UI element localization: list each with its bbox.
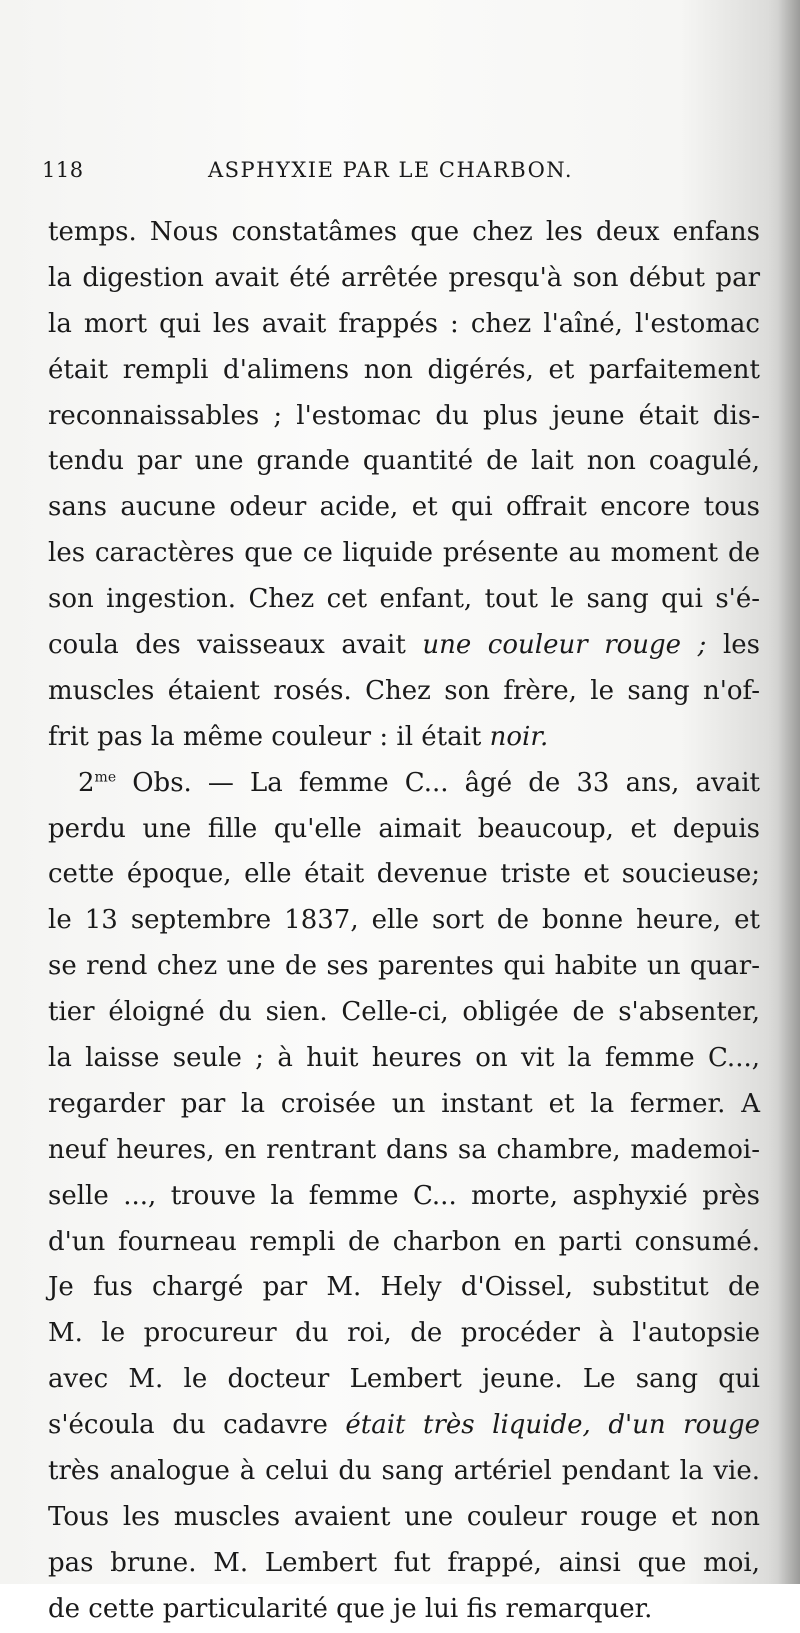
text-line-13-body: Obs. — La femme C... âgé de 33 ans, avait xyxy=(132,767,761,798)
text-line-12 xyxy=(48,715,760,761)
text-line-18: tier éloigné du sien. Celle-ci, obligée de s'absenter, xyxy=(48,997,760,1028)
text-line-24: Je fus chargé par M. Hely d'Oissel, substitut de xyxy=(48,1272,760,1303)
italic-une-couleur-rouge: une couleur rouge ; xyxy=(422,630,707,661)
text-line-15: cette époque, elle était devenue triste et soucieuse; xyxy=(48,859,760,890)
running-title: ASPHYXIE PAR LE CHARBON. xyxy=(208,158,574,182)
text-line-10-roman: coula des vaisseaux avait xyxy=(48,630,423,661)
text-line-30: pas brune. M. Lembert fut frappé, ainsi que moi, xyxy=(48,1547,760,1578)
text-line-12-roman: frit pas la même couleur : il était xyxy=(48,721,490,752)
text-line-4: était rempli d'alimens non digérés, et parfaitement xyxy=(48,354,760,385)
text-line-22: selle ..., trouve la femme C... morte, asphyxié près xyxy=(48,1180,760,1211)
text-line-23: d'un fourneau rempli de charbon en parti consumé. xyxy=(48,1226,760,1257)
text-line-3: la mort qui les avait frappés : chez l'aîné, l'estomac xyxy=(48,308,760,339)
text-line-2: la digestion avait été arrêtée presqu'à son début par xyxy=(48,262,760,293)
text-line-27-roman: s'écoula du cadavre xyxy=(48,1410,346,1441)
text-line-28: très analogue à celui du sang artériel pendant la vie. xyxy=(48,1456,760,1487)
text-line-5: reconnaissables ; l'estomac du plus jeune était dis- xyxy=(48,400,760,431)
text-line-7: sans aucune odeur acide, et qui offrait encore tous xyxy=(48,492,760,523)
text-line-26: avec M. le docteur Lembert jeune. Le sang qui xyxy=(48,1364,760,1395)
text-line-8: les caractères que ce liquide présente au moment de xyxy=(48,538,760,569)
text-line-19: la laisse seule ; à huit heures on vit la femme C..., xyxy=(48,1043,760,1074)
text-line-29: Tous les muscles avaient une couleur rouge et non xyxy=(48,1501,760,1532)
text-line-6: tendu par une grande quantité de lait non coagulé, xyxy=(48,446,760,477)
italic-etait-tres-liquide: était très liquide, d'un rouge xyxy=(345,1410,760,1441)
text-line-20: regarder par la croisée un instant et la fermer. A xyxy=(48,1088,760,1119)
text-line-21: neuf heures, en rentrant dans sa chambre, mademoi- xyxy=(48,1134,760,1165)
text-line-16: le 13 septembre 1837, elle sort de bonne heure, et xyxy=(48,905,760,936)
text-line-11: muscles étaient rosés. Chez son frère, le sang n'of- xyxy=(48,675,760,706)
text-line-14: perdu une fille qu'elle aimait beaucoup, et depuis xyxy=(48,813,760,844)
text-line-10 xyxy=(48,623,760,669)
body-text xyxy=(48,210,760,1633)
observation-number: 2 xyxy=(78,767,95,798)
page-edge-shadow xyxy=(778,0,800,1584)
text-line-10-end: les xyxy=(706,630,761,661)
text-line-27 xyxy=(48,1403,760,1449)
page-number: 118 xyxy=(42,158,84,182)
text-line-9: son ingestion. Chez cet enfant, tout le sang qui s'é- xyxy=(48,584,760,615)
text-line-31: de cette particularité que je lui fis remarquer. xyxy=(48,1593,653,1624)
running-header xyxy=(42,158,758,192)
text-line-1: temps. Nous constatâmes que chez les deux enfans xyxy=(48,217,760,247)
text-line-17: se rend chez une de ses parentes qui habite un quar- xyxy=(48,951,760,982)
text-line-25: M. le procureur du roi, de procéder à l'autopsie xyxy=(48,1318,760,1349)
text-line-13 xyxy=(48,761,760,807)
observation-superscript: me xyxy=(94,769,117,786)
italic-noir: noir. xyxy=(489,721,549,752)
